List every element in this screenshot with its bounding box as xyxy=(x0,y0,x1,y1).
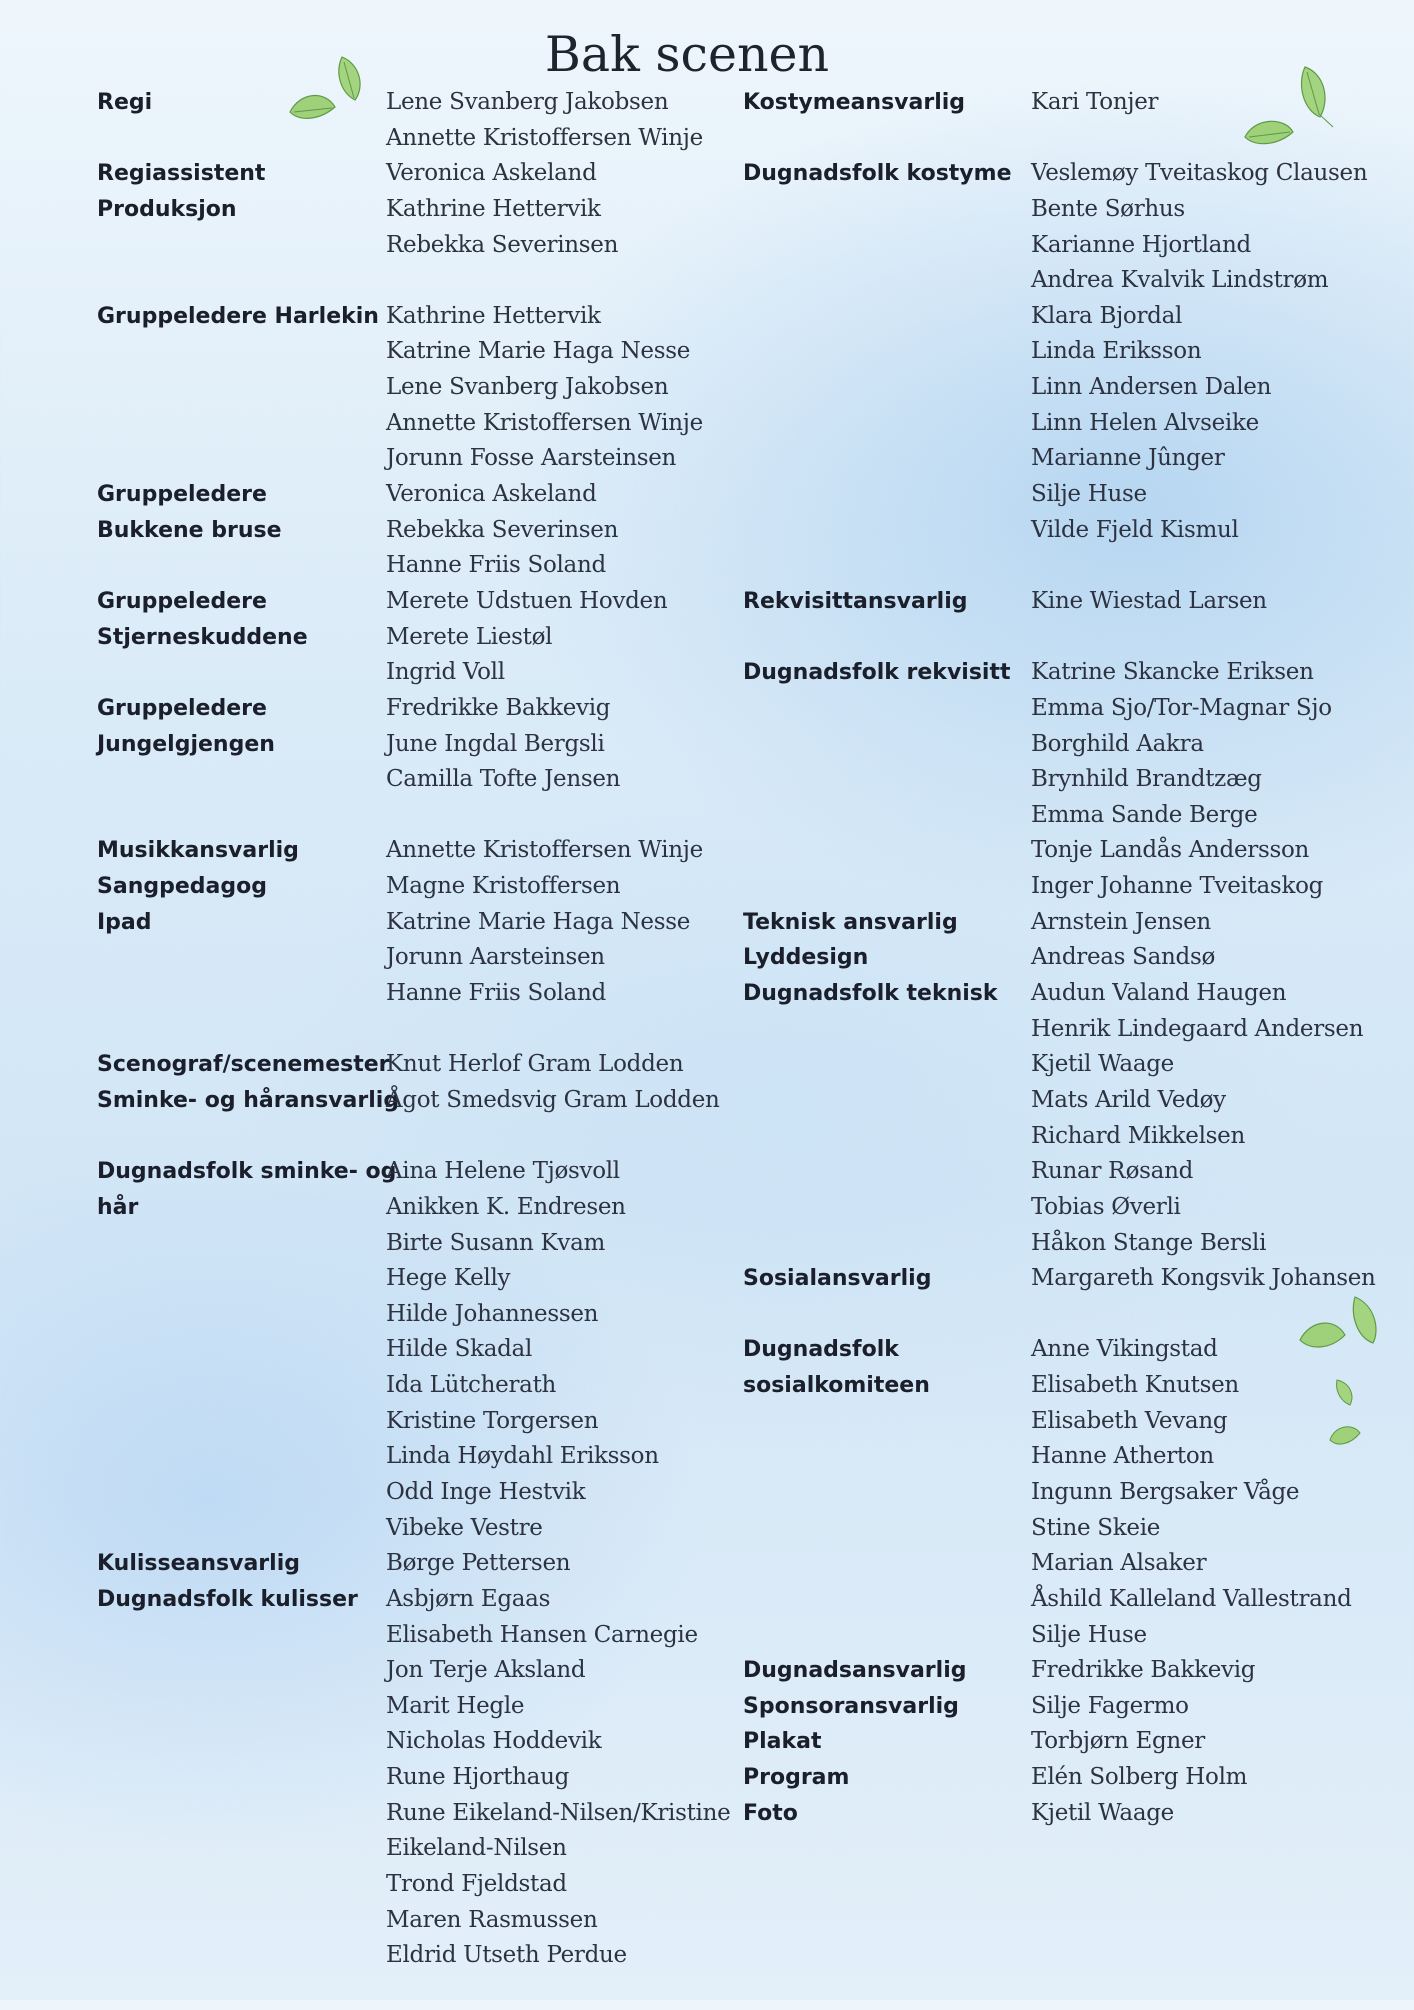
person-name: Merete Liestøl xyxy=(386,623,553,650)
role-label: Sminke- og håransvarlig xyxy=(97,1087,400,1113)
page-title: Bak scenen xyxy=(544,26,830,83)
role-label xyxy=(97,762,382,798)
role-label xyxy=(743,477,1023,513)
role-label xyxy=(743,1404,1023,1440)
role-label: Gruppeledere xyxy=(97,695,267,721)
role-label xyxy=(743,1154,1023,1190)
role-label xyxy=(743,334,1023,370)
role-label xyxy=(743,1475,1023,1511)
person-name: Kjetil Waage xyxy=(1031,1799,1174,1826)
role-label xyxy=(743,1083,1023,1119)
role-label: Stjerneskuddene xyxy=(97,624,308,650)
role-label: Sosialansvarlig xyxy=(743,1266,932,1292)
person-name: Børge Pettersen xyxy=(386,1550,571,1577)
role-label xyxy=(743,228,1023,264)
person-name: Åshild Kalleland Vallestrand xyxy=(1031,1585,1352,1612)
person-name: Jon Terje Aksland xyxy=(386,1657,586,1684)
person-name: Eikeland-Nilsen xyxy=(386,1835,567,1862)
roles-column-left xyxy=(97,85,400,2010)
role-label xyxy=(97,1760,382,1796)
person-name: Vibeke Vestre xyxy=(386,1514,543,1541)
person-name: Rebekka Severinsen xyxy=(386,231,619,258)
role-label: Plakat xyxy=(743,1729,822,1755)
person-name: Asbjørn Egaas xyxy=(386,1585,551,1612)
person-name: Andrea Kvalvik Lindstrøm xyxy=(1031,267,1329,294)
role-label xyxy=(97,1368,382,1404)
person-name: Emma Sande Berge xyxy=(1031,801,1258,828)
role-label xyxy=(97,655,382,691)
person-name: Karianne Hjortland xyxy=(1031,231,1251,258)
role-label: Dugnadsfolk teknisk xyxy=(743,981,998,1007)
role-label xyxy=(97,263,382,299)
person-name: Eldrid Utseth Perdue xyxy=(386,1942,627,1969)
person-name: Stine Skeie xyxy=(1031,1514,1161,1541)
person-name: Kathrine Hettervik xyxy=(386,302,601,329)
role-label xyxy=(97,1867,382,1903)
person-name: Richard Mikkelsen xyxy=(1031,1122,1245,1149)
names-column-left xyxy=(386,85,736,1974)
person-name: Linn Helen Alvseike xyxy=(1031,409,1259,436)
person-name: Kari Tonjer xyxy=(1031,89,1159,115)
person-name: June Ingdal Bergsli xyxy=(386,730,605,757)
role-label: Sangpedagog xyxy=(97,874,267,900)
person-name: Ida Lütcherath xyxy=(386,1372,557,1399)
person-name: Inger Johanne Tveitaskog xyxy=(1031,873,1324,900)
role-label xyxy=(97,1724,382,1760)
person-name: Veronica Askeland xyxy=(386,481,597,508)
person-name: Trond Fjeldstad xyxy=(386,1871,567,1898)
person-name: Kristine Torgersen xyxy=(386,1407,599,1434)
person-name: Andreas Sandsø xyxy=(1031,944,1216,971)
role-label xyxy=(743,370,1023,406)
role-label xyxy=(743,869,1023,905)
person-name: Linda Høydahl Eriksson xyxy=(386,1443,659,1470)
person-name: Audun Valand Haugen xyxy=(1031,980,1287,1007)
person-name: Ingunn Bergsaker Våge xyxy=(1031,1478,1300,1505)
role-label: Foto xyxy=(743,1800,798,1826)
person-name: Rune Hjorthaug xyxy=(386,1764,570,1791)
person-name: Nicholas Hoddevik xyxy=(386,1728,602,1755)
role-label xyxy=(743,121,1023,157)
person-name: Camilla Tofte Jensen xyxy=(386,766,621,793)
role-label xyxy=(743,263,1023,299)
person-name: Arnstein Jensen xyxy=(1031,908,1211,935)
role-label xyxy=(97,228,382,264)
person-name: Fredrikke Bakkevig xyxy=(1031,1657,1256,1684)
person-name: Hanne Friis Soland xyxy=(386,980,606,1007)
person-name: Silje Huse xyxy=(1031,1621,1147,1648)
person-name: Klara Bjordal xyxy=(1031,302,1183,329)
person-name: Birte Susann Kvam xyxy=(386,1229,606,1256)
person-name: Mats Arild Vedøy xyxy=(1031,1086,1226,1113)
person-name xyxy=(1031,548,1381,584)
role-label: Kulisseansvarlig xyxy=(97,1551,300,1577)
person-name: Katrine Marie Haga Nesse xyxy=(386,908,691,935)
person-name: Knut Herlof Gram Lodden xyxy=(386,1051,684,1078)
role-label: Scenograf/scenemester xyxy=(97,1052,390,1078)
role-label: Dugnadsfolk sminke- og xyxy=(97,1159,397,1185)
role-label xyxy=(97,1119,382,1155)
person-name xyxy=(386,1119,736,1155)
role-label xyxy=(97,1404,382,1440)
leaf-cluster-icon xyxy=(280,52,370,127)
person-name: Annette Kristoffersen Winje xyxy=(386,837,703,864)
person-name: Bente Sørhus xyxy=(1031,195,1185,222)
role-label: Dugnadsfolk rekvisitt xyxy=(743,660,1011,686)
person-name: Elén Solberg Holm xyxy=(1031,1764,1248,1791)
role-label xyxy=(743,833,1023,869)
role-label xyxy=(743,620,1023,656)
person-name: Hanne Friis Soland xyxy=(386,552,606,579)
person-name: Tonje Landås Andersson xyxy=(1031,837,1310,864)
person-name: Ågot Smedsvig Gram Lodden xyxy=(386,1086,720,1113)
person-name: Elisabeth Vevang xyxy=(1031,1407,1228,1434)
role-label xyxy=(743,1546,1023,1582)
person-name: Hanne Atherton xyxy=(1031,1443,1214,1470)
role-label xyxy=(743,1618,1023,1654)
role-label: Gruppeledere xyxy=(97,482,267,508)
role-label xyxy=(97,976,382,1012)
person-name: Katrine Skancke Eriksen xyxy=(1031,659,1314,686)
role-label: sosialkomiteen xyxy=(743,1373,930,1399)
role-label xyxy=(743,1582,1023,1618)
roles-column-right xyxy=(743,85,1023,1831)
person-name: Anikken K. Endresen xyxy=(386,1193,626,1220)
person-name: Tobias Øverli xyxy=(1031,1193,1181,1220)
person-name: Marian Alsaker xyxy=(1031,1550,1207,1577)
role-label xyxy=(97,1689,382,1725)
role-label xyxy=(97,1903,382,1939)
role-label xyxy=(743,299,1023,335)
person-name: Veslemøy Tveitaskog Clausen xyxy=(1031,160,1368,187)
role-label xyxy=(97,441,382,477)
role-label xyxy=(743,1190,1023,1226)
role-label xyxy=(743,1047,1023,1083)
role-label xyxy=(743,1511,1023,1547)
person-name: Borghild Aakra xyxy=(1031,730,1204,757)
role-label xyxy=(97,1974,382,2010)
role-label xyxy=(97,1475,382,1511)
role-label: Produksjon xyxy=(97,196,237,222)
person-name: Brynhild Brandtzæg xyxy=(1031,766,1262,793)
person-name: Lene Svanberg Jakobsen xyxy=(386,89,669,115)
person-name: Silje Huse xyxy=(1031,481,1147,508)
person-name: Aina Helene Tjøsvoll xyxy=(386,1158,620,1185)
role-label: Sponsoransvarlig xyxy=(743,1693,959,1719)
role-label: Program xyxy=(743,1765,850,1791)
role-label: Ipad xyxy=(97,909,152,935)
person-name: Jorunn Fosse Aarsteinsen xyxy=(386,445,677,472)
person-name xyxy=(386,1012,736,1048)
leaf-cluster-icon xyxy=(1295,1295,1405,1455)
person-name: Torbjørn Egner xyxy=(1031,1728,1205,1755)
role-label xyxy=(743,1297,1023,1333)
role-label xyxy=(743,441,1023,477)
person-name: Elisabeth Knutsen xyxy=(1031,1372,1239,1399)
person-name: Annette Kristoffersen Winje xyxy=(386,409,703,436)
person-name: Hilde Johannessen xyxy=(386,1300,599,1327)
person-name xyxy=(386,263,736,299)
person-name: Annette Kristoffersen Winje xyxy=(386,124,703,151)
person-name: Jorunn Aarsteinsen xyxy=(386,944,605,971)
role-label: Jungelgjengen xyxy=(97,731,275,757)
role-label xyxy=(97,1618,382,1654)
role-label xyxy=(743,406,1023,442)
role-label: Regi xyxy=(97,90,153,115)
person-name: Rune Eikeland-Nilsen/Kristine xyxy=(386,1799,731,1826)
role-label xyxy=(97,1261,382,1297)
person-name xyxy=(386,798,736,834)
person-name: Kathrine Hettervik xyxy=(386,195,601,222)
role-label xyxy=(743,1226,1023,1262)
person-name: Vilde Fjeld Kismul xyxy=(1031,516,1239,543)
role-label xyxy=(97,334,382,370)
person-name: Ingrid Voll xyxy=(386,659,505,686)
person-name: Hilde Skadal xyxy=(386,1336,533,1363)
person-name: Hege Kelly xyxy=(386,1265,511,1292)
role-label: Dugnadsfolk kulisser xyxy=(97,1586,358,1612)
role-label xyxy=(97,940,382,976)
role-label xyxy=(743,691,1023,727)
person-name: Fredrikke Bakkevig xyxy=(386,694,611,721)
role-label: Gruppeledere xyxy=(97,588,267,614)
role-label: Gruppeledere Harlekin xyxy=(97,303,379,329)
role-label xyxy=(743,192,1023,228)
person-name: Linda Eriksson xyxy=(1031,338,1202,365)
person-name: Elisabeth Hansen Carnegie xyxy=(386,1621,698,1648)
person-name: Emma Sjo/Tor-Magnar Sjo xyxy=(1031,694,1332,721)
person-name: Marianne Jûnger xyxy=(1031,445,1225,472)
person-name: Lene Svanberg Jakobsen xyxy=(386,374,669,401)
role-label xyxy=(97,1653,382,1689)
role-label xyxy=(97,1012,382,1048)
names-column-right xyxy=(1031,85,1381,1831)
person-name: Magne Kristoffersen xyxy=(386,873,621,900)
role-label xyxy=(97,1796,382,1832)
person-name: Merete Udstuen Hovden xyxy=(386,587,668,614)
role-label: Musikkansvarlig xyxy=(97,838,299,864)
role-label xyxy=(97,1938,382,1974)
person-name: Anne Vikingstad xyxy=(1031,1336,1218,1363)
role-label xyxy=(743,1439,1023,1475)
person-name: Maren Rasmussen xyxy=(386,1906,598,1933)
role-label xyxy=(743,762,1023,798)
person-name: Veronica Askeland xyxy=(386,160,597,187)
person-name xyxy=(1031,620,1381,656)
role-label: Teknisk ansvarlig xyxy=(743,909,958,935)
role-label xyxy=(97,1511,382,1547)
role-label xyxy=(97,1439,382,1475)
role-label: hår xyxy=(97,1194,139,1220)
person-name: Linn Andersen Dalen xyxy=(1031,374,1272,401)
role-label xyxy=(97,1297,382,1333)
person-name: Margareth Kongsvik Johansen xyxy=(1031,1265,1376,1292)
role-label: Dugnadsfolk xyxy=(743,1337,899,1363)
person-name: Odd Inge Hestvik xyxy=(386,1478,586,1505)
role-label: Regiassistent xyxy=(97,161,266,187)
role-label xyxy=(743,727,1023,763)
person-name: Kjetil Waage xyxy=(1031,1051,1174,1078)
role-label xyxy=(97,370,382,406)
person-name: Håkon Stange Bersli xyxy=(1031,1229,1267,1256)
leaf-cluster-icon xyxy=(1235,62,1345,152)
person-name: Silje Fagermo xyxy=(1031,1692,1189,1719)
role-label: Bukkene bruse xyxy=(97,517,282,543)
person-name: Kine Wiestad Larsen xyxy=(1031,587,1267,614)
role-label: Dugnadsansvarlig xyxy=(743,1658,967,1684)
person-name: Runar Røsand xyxy=(1031,1158,1194,1185)
person-name: Marit Hegle xyxy=(386,1692,525,1719)
person-name: Katrine Marie Haga Nesse xyxy=(386,338,691,365)
role-label: Dugnadsfolk kostyme xyxy=(743,161,1012,187)
role-label xyxy=(97,798,382,834)
role-label xyxy=(97,548,382,584)
role-label xyxy=(743,1012,1023,1048)
person-name: Henrik Lindegaard Andersen xyxy=(1031,1015,1364,1042)
role-label xyxy=(97,1332,382,1368)
role-label xyxy=(97,406,382,442)
role-label: Lyddesign xyxy=(743,945,869,971)
role-label xyxy=(743,798,1023,834)
role-label: Rekvisittansvarlig xyxy=(743,588,968,614)
role-label xyxy=(743,548,1023,584)
role-label xyxy=(743,1119,1023,1155)
role-label xyxy=(97,1831,382,1867)
role-label: Kostymeansvarlig xyxy=(743,90,966,115)
person-name: Rebekka Severinsen xyxy=(386,516,619,543)
role-label xyxy=(743,513,1023,549)
role-label xyxy=(97,1226,382,1262)
